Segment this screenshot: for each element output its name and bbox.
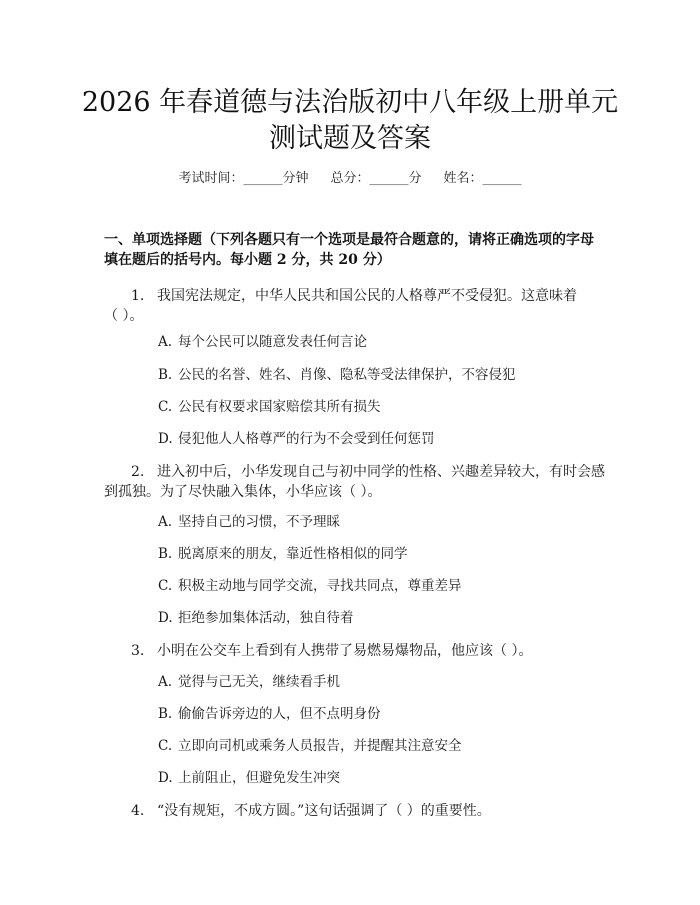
option-2d	[158, 607, 354, 629]
option-letter: D.	[158, 431, 173, 447]
score-blank: ______	[369, 171, 409, 186]
option-text: 积极主动地与同学交流，寻找共同点，尊重差异	[178, 578, 462, 594]
name-blank: ______	[482, 171, 522, 186]
option-letter: A.	[158, 674, 173, 690]
option-text: 坚持自己的习惯，不予理睬	[178, 514, 340, 530]
question-number: 1.	[131, 288, 145, 304]
option-1a	[158, 331, 367, 353]
option-text: 脱离原来的朋友，靠近性格相似的同学	[178, 546, 408, 562]
question-number: 3.	[131, 643, 145, 659]
question-text: 我国宪法规定，中华人民共和国公民的人格尊严不受侵犯。这意味着	[157, 288, 577, 304]
question-text: “没有规矩，不成方圆。”这句话强调了（ ）的重要性。	[157, 803, 491, 819]
option-letter: B.	[158, 706, 173, 722]
question-1-continuation: （ ）。	[104, 308, 144, 324]
option-letter: C.	[158, 399, 173, 415]
time-label: 考试时间：	[178, 171, 244, 186]
option-2b	[158, 543, 408, 565]
question-2-continuation: 到孤独。为了尽快融入集体，小华应该（ ）。	[104, 484, 382, 500]
option-text: 公民的名誉、姓名、肖像、隐私等受法律保护，不容侵犯	[178, 367, 516, 383]
option-text: 上前阻止，但避免发生冲突	[178, 770, 340, 786]
option-text: 觉得与己无关，继续看手机	[178, 674, 340, 690]
option-text: 偷偷告诉旁边的人，但不点明身份	[178, 706, 381, 722]
option-letter: C.	[158, 578, 173, 594]
question-text: 进入初中后，小华发现自己与初中同学的性格、兴趣差异较大，有时会感	[157, 464, 605, 480]
option-2c	[158, 575, 462, 597]
option-2a	[158, 511, 340, 533]
section-heading-line2: 填在题后的括号内。每小题 2 分，共 20 分）	[104, 252, 391, 268]
option-letter: A.	[158, 334, 173, 350]
section-heading-line1: 一、单项选择题（下列各题只有一个选项是最符合题意的，请将正确选项的字母	[104, 232, 594, 248]
question-text: 小明在公交车上看到有人携带了易燃易爆物品，他应该（ ）。	[157, 643, 533, 659]
question-number: 2.	[131, 464, 145, 480]
option-1c	[158, 396, 381, 418]
question-4	[131, 799, 491, 823]
score-unit: 分	[408, 171, 422, 186]
question-number: 4.	[131, 803, 145, 819]
option-letter: B.	[158, 367, 173, 383]
question-1	[131, 284, 577, 308]
exam-info	[0, 170, 700, 188]
option-text: 立即向司机或乘务人员报告，并提醒其注意安全	[178, 738, 462, 754]
option-text: 拒绝参加集体活动，独自待着	[178, 610, 354, 626]
option-3c	[158, 735, 462, 757]
option-text: 公民有权要求国家赔偿其所有损失	[178, 399, 381, 415]
option-3d	[158, 767, 340, 789]
time-unit: 分钟	[282, 171, 309, 186]
option-3a	[158, 671, 340, 693]
option-letter: D.	[158, 770, 173, 786]
option-letter: D.	[158, 610, 173, 626]
page-title-line1: 2026 年春道德与法治版初中八年级上册单元	[81, 87, 619, 118]
option-letter: A.	[158, 514, 173, 530]
option-text: 侵犯他人人格尊严的行为不会受到任何惩罚	[178, 431, 435, 447]
option-1b	[158, 364, 516, 386]
name-label: 姓名：	[443, 171, 483, 186]
option-letter: B.	[158, 546, 173, 562]
page-title-line2: 测试题及答案	[269, 123, 431, 154]
option-1d	[158, 428, 435, 450]
option-3b	[158, 703, 381, 725]
option-letter: C.	[158, 738, 173, 754]
score-label: 总分：	[330, 171, 370, 186]
question-3	[131, 639, 532, 663]
time-blank: ______	[243, 171, 283, 186]
option-text: 每个公民可以随意发表任何言论	[178, 334, 367, 350]
